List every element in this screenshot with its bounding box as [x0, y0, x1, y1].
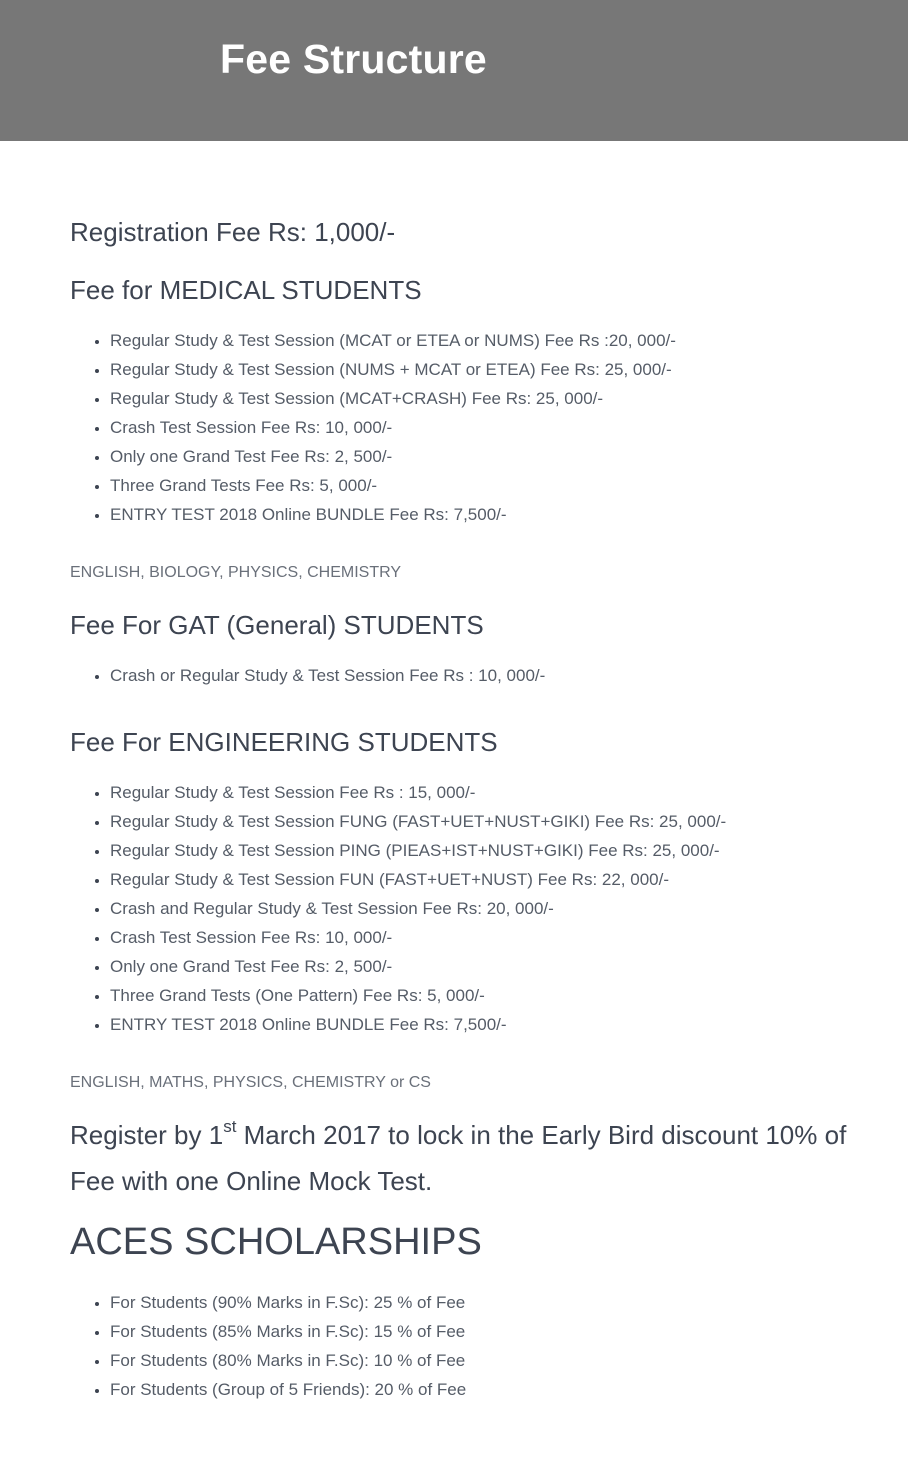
- medical-heading: Fee for MEDICAL STUDENTS: [70, 275, 422, 305]
- engineering-subjects: ENGLISH, MATHS, PHYSICS, CHEMISTRY or CS: [70, 1074, 431, 1091]
- list-item: • For Students (80% Marks in F.Sc): 10 % of Fee: [110, 1346, 466, 1375]
- list-item: • Regular Study & Test Session FUNG (FAST+UET+NUST+GIKI) Fee Rs: 25, 000/-: [110, 807, 726, 836]
- list-item: • For Students (Group of 5 Friends): 20 % of Fee: [110, 1375, 466, 1404]
- list-item: • Crash Test Session Fee Rs: 10, 000/-: [110, 923, 726, 952]
- list-item: • Only one Grand Test Fee Rs: 2, 500/-: [110, 952, 726, 981]
- scholarships-list: [110, 1288, 466, 1404]
- promo-ordinal-suffix: st: [223, 1117, 237, 1136]
- list-item: • Regular Study & Test Session (MCAT+CRASH) Fee Rs: 25, 000/-: [110, 384, 676, 413]
- list-item: • Regular Study & Test Session (MCAT or ETEA or NUMS) Fee Rs :20, 000/-: [110, 326, 676, 355]
- page-title: Fee Structure: [220, 36, 487, 82]
- list-item: • Crash Test Session Fee Rs: 10, 000/-: [110, 413, 676, 442]
- engineering-fee-list: [110, 778, 726, 1039]
- scholarships-heading: ACES SCHOLARSHIPS: [70, 1221, 482, 1263]
- engineering-heading: Fee For ENGINEERING STUDENTS: [70, 727, 498, 757]
- list-item: • Regular Study & Test Session PING (PIEAS+IST+NUST+GIKI) Fee Rs: 25, 000/-: [110, 836, 726, 865]
- list-item: • Three Grand Tests (One Pattern) Fee Rs: 5, 000/-: [110, 981, 726, 1010]
- medical-fee-list: [110, 326, 676, 529]
- list-item: • Regular Study & Test Session FUN (FAST+UET+NUST) Fee Rs: 22, 000/-: [110, 865, 726, 894]
- promo-text-end: March 2017 to lock in the Early Bird discount 10% of Fee with one Online Mock Test.: [70, 1120, 847, 1196]
- registration-fee-heading: Registration Fee Rs: 1,000/-: [70, 217, 396, 247]
- list-item: • ENTRY TEST 2018 Online BUNDLE Fee Rs: 7,500/-: [110, 500, 676, 529]
- gat-heading: Fee For GAT (General) STUDENTS: [70, 610, 484, 640]
- list-item: • For Students (90% Marks in F.Sc): 25 % of Fee: [110, 1288, 466, 1317]
- list-item: • Three Grand Tests Fee Rs: 5, 000/-: [110, 471, 676, 500]
- list-item: • Only one Grand Test Fee Rs: 2, 500/-: [110, 442, 676, 471]
- list-item: • For Students (85% Marks in F.Sc): 15 % of Fee: [110, 1317, 466, 1346]
- gat-fee-list: [110, 661, 545, 690]
- list-item: • Regular Study & Test Session Fee Rs : 15, 000/-: [110, 778, 726, 807]
- medical-subjects: ENGLISH, BIOLOGY, PHYSICS, CHEMISTRY: [70, 564, 402, 581]
- list-item: • Regular Study & Test Session (NUMS + MCAT or ETEA) Fee Rs: 25, 000/-: [110, 355, 676, 384]
- list-item: • ENTRY TEST 2018 Online BUNDLE Fee Rs: 7,500/-: [110, 1010, 726, 1039]
- list-item: • Crash and Regular Study & Test Session Fee Rs: 20, 000/-: [110, 894, 726, 923]
- promo-text-start: Register by 1: [70, 1120, 224, 1150]
- early-bird-promo: [70, 1114, 850, 1203]
- page-header: [0, 0, 908, 141]
- list-item: • Crash or Regular Study & Test Session Fee Rs : 10, 000/-: [110, 661, 545, 690]
